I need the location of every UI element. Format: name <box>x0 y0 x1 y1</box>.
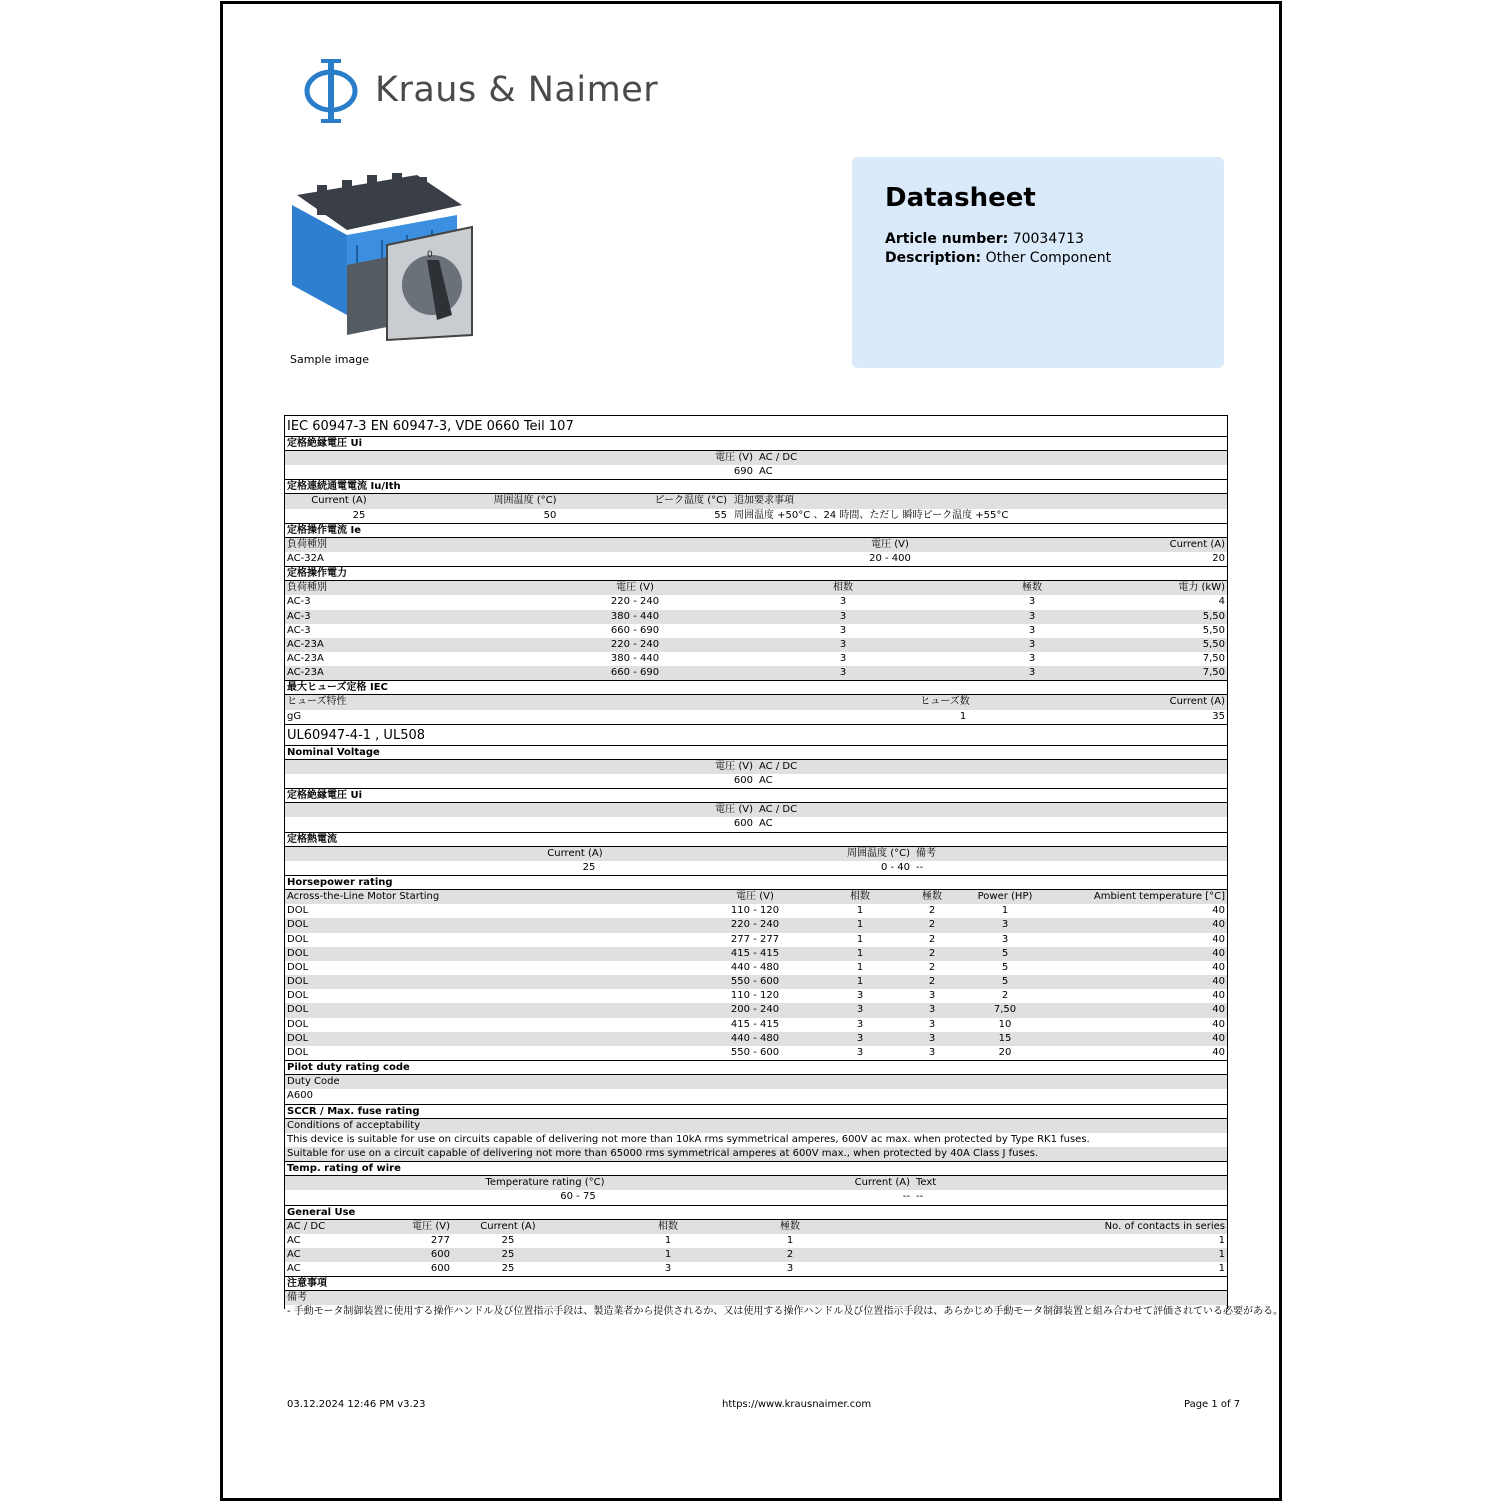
section-title-iec: IEC 60947-3 EN 60947-3, VDE 0660 Teil 107 <box>285 416 1227 437</box>
general-use-table <box>285 1220 1227 1277</box>
table-header-row: 電圧 (V) AC / DC <box>285 803 1227 817</box>
datasheet-info-box <box>852 157 1224 368</box>
subheading: General Use <box>285 1205 1227 1220</box>
table-row: DOL 110 - 120 1 2 1 40 <box>287 905 1225 917</box>
table-header-row: 電圧 (V) AC / DC <box>285 760 1227 774</box>
table-row: DOL 220 - 240 1 2 3 40 <box>285 918 1227 932</box>
table-header-row: AC / DC 電圧 (V) Current (A) 相数 極数 No. of contacts in series <box>285 1220 1227 1234</box>
table-header-row: ヒューズ特性 ヒューズ数 Current (A) <box>285 695 1227 709</box>
table-row: AC 277 25 1 1 1 <box>287 1234 1225 1246</box>
table-row: AC-32A 20 - 400 20 <box>287 552 1225 564</box>
table-header-row: Duty Code <box>285 1075 1227 1089</box>
section-title-ul: UL60947-4-1 , UL508 <box>285 724 1227 746</box>
svg-text:0: 0 <box>427 250 433 260</box>
table-header-row: Current (A) 周囲温度 (°C) ピーク温度 (°C) 追加要求事項 <box>285 494 1227 508</box>
footer-url[interactable]: https://www.krausnaimer.com <box>722 1399 872 1410</box>
table-row: AC-23A 220 - 240 3 3 5,50 <box>285 638 1227 652</box>
table-row: 25 50 55 周囲温度 +50°C 、24 時間、ただし 瞬時ピーク温度 +55°C <box>352 509 1009 521</box>
table-header-row: 負荷種別 電圧 (V) Current (A) <box>285 538 1227 552</box>
specification-table <box>284 415 1283 1318</box>
table-row: AC-23A 380 - 440 3 3 7,50 <box>287 653 1225 665</box>
table-row: DOL 200 - 240 3 3 7,50 40 <box>285 1003 1227 1017</box>
subheading: 定格熱電流 <box>285 832 1227 847</box>
table-header-row: Current (A) 周囲温度 (°C) 備考 <box>285 847 1227 861</box>
table-row: DOL 415 - 415 1 2 5 40 <box>285 947 1227 961</box>
table-row: DOL 440 - 480 3 3 15 40 <box>285 1032 1227 1046</box>
table-row: AC 600 25 3 3 1 <box>287 1263 1225 1275</box>
subheading: Nominal Voltage <box>285 746 1227 760</box>
table-row: 25 0 - 40 -- <box>582 861 924 873</box>
subheading: Pilot duty rating code <box>285 1060 1227 1075</box>
rated-power-table <box>285 581 1227 680</box>
table-row: 600 AC <box>733 818 773 830</box>
table-header-row: 電圧 (V) AC / DC <box>285 451 1227 465</box>
table-row: AC-3 660 - 690 3 3 5,50 <box>287 624 1225 636</box>
subheading: 定格操作電流 Ie <box>285 523 1227 538</box>
subheading: Temp. rating of wire <box>285 1161 1227 1176</box>
table-row: DOL 110 - 120 3 3 2 40 <box>287 990 1225 1002</box>
table-row: - 手動モータ制御装置に使用する操作ハンドル及び位置指示手段は、製造業者から提供されるか、又は使用する操作ハンドル及び位置指示手段は、あらかじめ手動モータ制御装置と組み合わせて評価されている必要がある。 <box>287 1306 1283 1318</box>
product-image <box>287 165 483 343</box>
table-header-row: 負荷種別 電圧 (V) 相数 極数 電力 (kW) <box>285 581 1227 595</box>
table-row: Suitable for use on a circuit capable of delivering not more than 65000 rms symmetrical amperes at 600V max., when protected by 40A Class J fuses. <box>285 1147 1227 1161</box>
brand-name: Kraus & Naimer <box>375 70 659 110</box>
table-row: 600 AC <box>733 775 773 786</box>
description-line: Description: Other Component <box>885 250 1112 266</box>
table-row: A600 <box>287 1090 313 1102</box>
subheading: 最大ヒューズ定格 IEC <box>285 680 1227 695</box>
table-row: DOL 415 - 415 3 3 10 40 <box>287 1018 1225 1030</box>
table-row: 60 - 75 -- -- <box>560 1191 924 1203</box>
datasheet-title: Datasheet <box>885 183 1036 213</box>
image-caption: Sample image <box>290 353 370 366</box>
table-row: gG 1 35 <box>287 710 1225 722</box>
horsepower-table <box>285 890 1227 1060</box>
subheading: 定格連続通電電流 Iu/Ith <box>285 479 1227 494</box>
subheading: 定格操作電力 <box>285 566 1227 581</box>
table-header-row: Temperature rating (°C) Current (A) Text <box>285 1176 1227 1190</box>
table-row: DOL 440 - 480 1 2 5 40 <box>287 961 1225 973</box>
footer-page-number: Page 1 of 7 <box>1184 1399 1241 1410</box>
table-row: This device is suitable for use on circuits capable of delivering not more than 10kA rms symmetrical amperes, 600V ac max. when protected by Type RK1 fuses. <box>287 1133 1090 1145</box>
table-row: AC-3 380 - 440 3 3 5,50 <box>285 610 1227 624</box>
article-number: 70034713 <box>1012 231 1084 247</box>
article-number-line: Article number: 70034713 <box>885 231 1084 247</box>
footer-date: 03.12.2024 12:46 PM v3.23 <box>287 1399 426 1410</box>
subheading: SCCR / Max. fuse rating <box>285 1104 1227 1119</box>
table-row: DOL 277 - 277 1 2 3 40 <box>287 933 1225 945</box>
table-row: 690 AC <box>733 466 773 478</box>
description: Other Component <box>985 250 1112 266</box>
table-header-row: 備考 <box>285 1291 1227 1305</box>
table-row: AC-3 220 - 240 3 3 4 <box>287 596 1225 608</box>
subheading: Horsepower rating <box>285 875 1227 890</box>
table-row: AC-23A 660 - 690 3 3 7,50 <box>285 666 1227 680</box>
subheading: 定格絶縁電圧 Ui <box>285 788 1227 803</box>
table-row: AC 600 25 1 2 1 <box>285 1248 1227 1262</box>
kraus-naimer-logo <box>302 57 362 125</box>
subheading: 定格絶縁電圧 Ui <box>285 437 1227 451</box>
table-row: DOL 550 - 600 3 3 20 40 <box>287 1047 1225 1058</box>
table-header-row: Conditions of acceptability <box>285 1119 1227 1133</box>
table-row: DOL 550 - 600 1 2 5 40 <box>285 975 1227 989</box>
table-header-row: Across-the-Line Motor Starting 電圧 (V) 相数 極数 Power (HP) Ambient temperature [°C] <box>285 890 1227 904</box>
subheading: 注意事項 <box>285 1276 1227 1291</box>
